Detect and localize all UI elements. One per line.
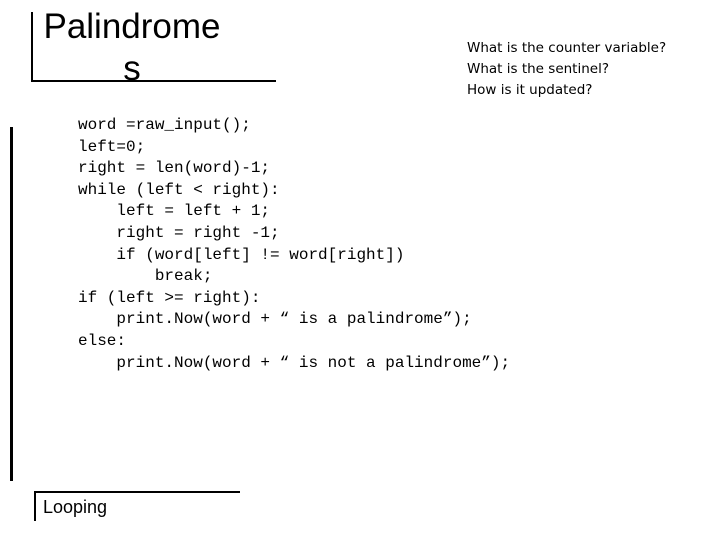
code-line: right = right -1; [78, 223, 280, 242]
code-line: left = left + 1; [78, 202, 271, 221]
left-vertical-rule [10, 127, 13, 481]
footer-frame-left-border [34, 491, 36, 521]
footer-section-label: Looping [43, 497, 108, 517]
title-frame-left-border [31, 12, 33, 82]
code-line: if (left >= right): [78, 288, 261, 307]
code-line: word =raw_input(); [78, 116, 251, 134]
code-line: else: [78, 331, 127, 350]
code-line: left=0; [78, 137, 146, 156]
slide-title: Palindromes [43, 7, 221, 88]
code-line: break; [78, 267, 213, 286]
question-list [467, 38, 666, 101]
code-line: if (word[left] != word[right]) [78, 245, 405, 264]
question-update: How is it updated? [467, 82, 593, 98]
code-line: right = len(word)-1; [78, 159, 271, 178]
code-line: while (left < right): [78, 180, 280, 199]
code-block [78, 115, 510, 374]
code-line: print.Now(word + “ is a palindrome”); [78, 310, 472, 329]
footer-frame-top-border [34, 491, 240, 493]
question-sentinel: What is the sentinel? [467, 61, 610, 77]
code-line: print.Now(word + “ is not a palindrome”); [78, 353, 511, 372]
question-counter-variable: What is the counter variable? [467, 40, 667, 56]
